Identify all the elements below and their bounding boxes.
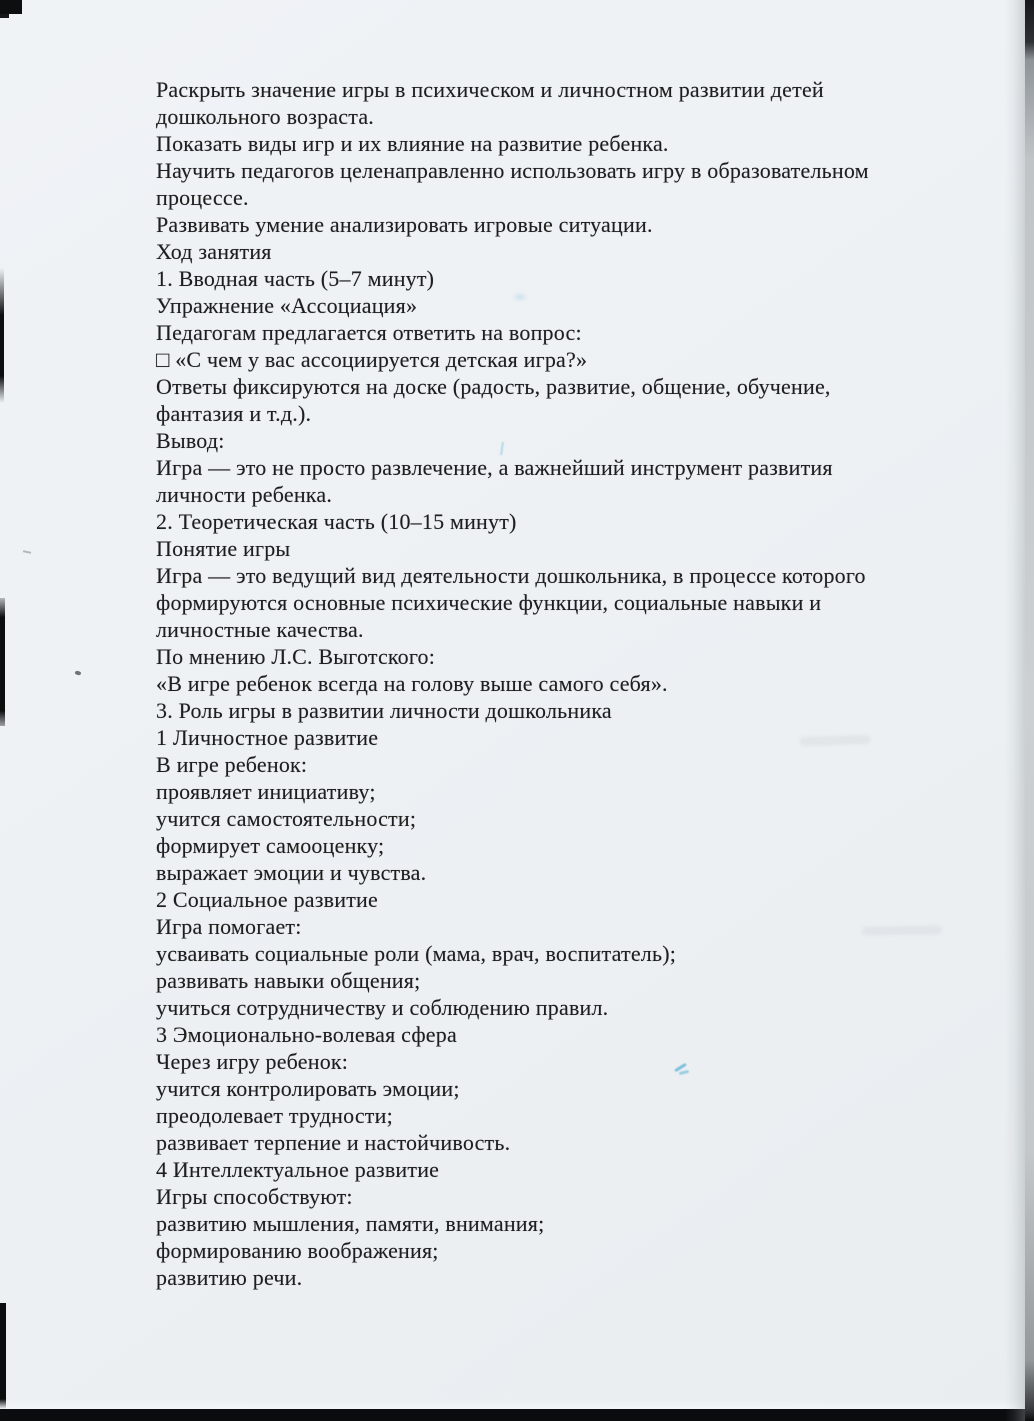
ink-speck — [74, 670, 81, 676]
text-line: развивает терпение и настойчивость. — [156, 1130, 511, 1155]
text-line: Научить педагогов целенаправленно использовать игру в образовательном — [156, 158, 869, 183]
text-line: развитию речи. — [156, 1265, 303, 1290]
page-edge-right — [1025, 0, 1034, 1421]
text-line: В игре ребенок: — [156, 752, 308, 777]
text-block — [156, 76, 986, 1291]
text-line: По мнению Л.С. Выготского: — [156, 644, 436, 669]
text-line: преодолевает трудности; — [156, 1103, 393, 1128]
page-curl-shadow-right — [1005, 0, 1025, 1421]
text-line: Педагогам предлагается ответить на вопрос: — [156, 320, 582, 345]
text-line: 1. Вводная часть (5–7 минут) — [156, 266, 435, 291]
text-line: Игра — это не просто развлечение, а важнейший инструмент развития — [156, 455, 833, 480]
text-line: Упражнение «Ассоциация» — [156, 293, 418, 318]
text-line: Через игру ребенок: — [156, 1049, 349, 1074]
text-line: Развивать умение анализировать игровые ситуации. — [156, 212, 653, 237]
text-line: развитию мышления, памяти, внимания; — [156, 1211, 545, 1236]
text-line: учиться сотрудничеству и соблюдению правил. — [156, 995, 609, 1020]
text-line: 2. Теоретическая часть (10–15 минут) — [156, 509, 517, 534]
text-line: формирует самооценку; — [156, 833, 385, 858]
scanner-bar-bottom — [0, 1409, 1034, 1421]
text-line: учится контролировать эмоции; — [156, 1076, 460, 1101]
text-line: 3. Роль игры в развитии личности дошкольника — [156, 698, 612, 723]
text-line: Игра — это ведущий вид деятельности дошкольника, в процессе которого — [156, 563, 866, 588]
text-line: Раскрыть значение игры в психическом и личностном развитии детей — [156, 77, 824, 102]
text-line: фантазия и т.д.). — [156, 401, 312, 426]
text-line: выражает эмоции и чувства. — [156, 860, 427, 885]
text-line: 1 Личностное развитие — [156, 725, 379, 750]
text-line: формируются основные психические функции, социальные навыки и — [156, 590, 822, 615]
text-line: 2 Социальное развитие — [156, 887, 378, 912]
text-line: «В игре ребенок всегда на голову выше самого себя». — [156, 671, 668, 696]
text-line: Ответы фиксируются на доске (радость, развитие, общение, обучение, — [156, 374, 831, 399]
text-line: усваивать социальные роли (мама, врач, воспитатель); — [156, 941, 677, 966]
text-line: Ход занятия — [156, 239, 272, 264]
text-line: личности ребенка. — [156, 482, 333, 507]
text-line: 4 Интеллектуальное развитие — [156, 1157, 440, 1182]
scanner-corner-mark-top-left — [0, 14, 9, 18]
text-line: развивать навыки общения; — [156, 968, 421, 993]
text-line: формированию воображения; — [156, 1238, 439, 1263]
text-line: Показать виды игр и их влияние на развитие ребенка. — [156, 131, 669, 156]
text-line: 3 Эмоционально-волевая сфера — [156, 1022, 457, 1047]
text-line: проявляет инициативу; — [156, 779, 376, 804]
scanner-edge-strip-left — [0, 598, 5, 726]
text-line: Игра помогает: — [156, 914, 302, 939]
scanner-corner-mark-top-left — [0, 0, 22, 14]
text-line: Игры способствуют: — [156, 1184, 353, 1209]
text-line: учится самостоятельности; — [156, 806, 417, 831]
text-line: Вывод: — [156, 428, 225, 453]
text-line: личностные качества. — [156, 617, 364, 642]
text-line: □ «С чем у вас ассоциируется детская игра?» — [156, 347, 588, 372]
text-line: дошкольного возраста. — [156, 104, 374, 129]
scanner-edge-strip-left — [0, 1303, 6, 1421]
page-edge-bottom — [0, 1399, 1034, 1409]
ink-speck — [23, 550, 31, 554]
scanner-edge-strip-left — [0, 268, 4, 403]
text-line: процессе. — [156, 185, 249, 210]
text-line: Понятие игры — [156, 536, 291, 561]
